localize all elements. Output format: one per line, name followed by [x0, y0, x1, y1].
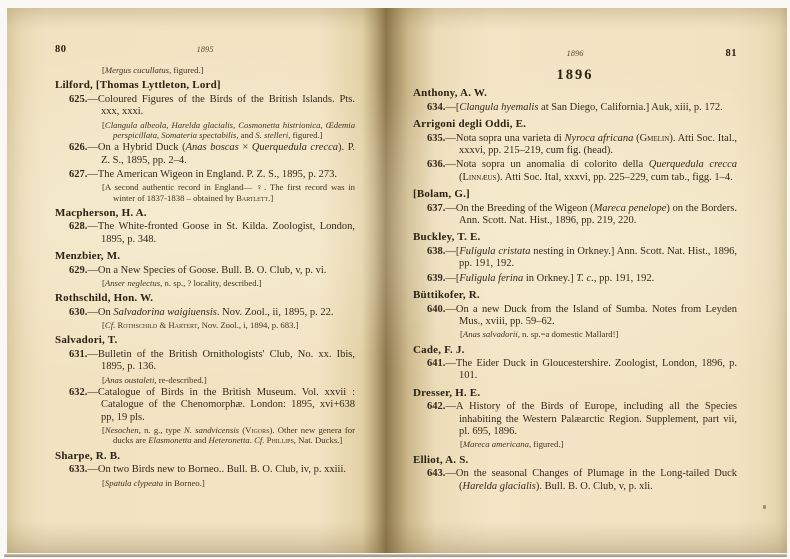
text-segment: .]	[268, 192, 274, 203]
text-segment: [	[102, 320, 105, 331]
text-segment: , pp. 191, 192.	[593, 272, 655, 284]
text-segment: Cf.	[254, 435, 265, 446]
text-segment: , re-described.]	[154, 374, 207, 385]
book-bottom-edge	[4, 554, 787, 557]
text-segment: Mareca penelope	[593, 202, 667, 214]
entry-note	[55, 425, 355, 446]
text-segment: Elasmonetta	[148, 435, 192, 446]
entry-number: 629.	[69, 264, 88, 276]
left-running-head: 1895	[196, 44, 214, 54]
text-segment: [	[460, 439, 463, 450]
entry-633	[55, 464, 355, 476]
text-segment: , n. sp.=a domestic Mallard!]	[517, 329, 619, 340]
text-segment: —The White-fronted Goose in St. Kilda. Zoologist, London, 1895, p. 348.	[87, 221, 355, 245]
text-segment: Anas salvadorii	[462, 329, 518, 340]
entry-note	[55, 375, 355, 385]
text-segment: Clangula albeola	[104, 119, 167, 130]
text-segment: Gmelin	[639, 132, 670, 144]
entry-637	[413, 203, 737, 228]
author-heading: Arrigoni degli Oddi, E.	[413, 118, 527, 131]
text-segment: in Orkney.]	[523, 272, 577, 284]
text-segment: Nesochen	[104, 425, 139, 436]
text-segment: ,	[156, 129, 162, 140]
author-heading: Anthony, A. W.	[413, 87, 488, 100]
entry-628	[55, 221, 355, 246]
text-segment: in Borneo.]	[163, 477, 205, 488]
right-page-number: 81	[725, 48, 737, 59]
author-heading: Dresser, H. E.	[413, 386, 481, 399]
text-segment: S. stelleri	[255, 129, 289, 140]
text-segment: —A History of the Birds of Europe, including all the Species inhabiting the Western Palæarctic Region. Supplement, part vii, pl. 695, 1896.	[445, 401, 737, 438]
text-segment: [	[102, 119, 105, 130]
text-segment: at San Diego, California.] Auk, xiii, p. 172.	[538, 101, 723, 113]
text-segment: —On a Hybrid Duck (	[87, 142, 186, 154]
text-segment: [	[102, 425, 105, 436]
entry-629	[55, 265, 355, 277]
entry-number: 643.	[427, 468, 446, 480]
entry-631	[55, 349, 355, 374]
text-segment: (	[239, 425, 246, 436]
author-heading: Macpherson, H. A.	[55, 206, 147, 219]
text-segment: , Nov. Zool., i, 1894, p. 683.]	[197, 320, 299, 331]
entry-number: 638.	[427, 245, 446, 257]
text-segment: —The American Wigeon in England. P. Z. S., 1895, p. 273.	[87, 168, 337, 180]
text-segment: , figured.]	[528, 439, 564, 450]
entry-note	[55, 120, 355, 141]
left-page-content	[55, 44, 355, 488]
text-segment: Harelda glacialis	[462, 480, 536, 492]
entry-number: 641.	[427, 358, 446, 370]
text-segment: Mergus cucullatus	[104, 65, 170, 75]
text-segment: Mareca americana	[462, 439, 529, 450]
text-segment: and	[191, 435, 209, 446]
text-segment: Anser neglectus	[104, 277, 161, 288]
entry-634	[413, 102, 737, 114]
right-page	[379, 8, 787, 553]
text-segment: Linnæus	[462, 171, 497, 183]
text-segment: —Nota sopra una varieta di	[445, 132, 565, 144]
text-segment: Harelda glacialis	[171, 119, 234, 130]
text-segment: —On	[87, 306, 114, 318]
text-segment: Clangula hyemalis	[459, 101, 539, 113]
text-segment: ). Atti Soc. Ital, xxxvi, pp. 225–229, cum tab., figg. 1–4.	[496, 171, 733, 183]
entry-note	[55, 65, 355, 75]
author-heading: [Bolam, G.]	[413, 188, 470, 201]
text-segment: ,	[320, 119, 326, 130]
entry-625	[55, 94, 355, 119]
text-segment: ×	[238, 142, 252, 154]
entry-641	[413, 358, 737, 383]
text-segment: —On two Birds new to Borneo.. Bull. B. O. Club, iv, p. xxiii.	[87, 464, 346, 476]
author-heading: Salvadori, T.	[55, 334, 118, 347]
text-segment: ,	[233, 119, 239, 130]
entry-632	[55, 387, 355, 424]
text-segment: [	[102, 477, 105, 488]
text-segment: —[	[445, 272, 460, 284]
entry-number: 640.	[427, 303, 446, 315]
text-segment: [	[102, 65, 105, 75]
text-segment: Œdemia perspicillata	[113, 119, 356, 140]
text-segment: [A second authentic record in England— ♀. The first record was in winter of 1837-1838 – obtained by	[102, 182, 355, 203]
text-segment: Cf.	[104, 320, 116, 331]
text-segment: T. c.	[576, 272, 594, 284]
text-segment: ). Atti Soc. Ital., xxxvi, pp. 215–219, cum fig. (head).	[459, 132, 737, 157]
entry-number: 639.	[427, 272, 446, 284]
text-segment: . Nov. Zool., ii, 1895, p. 22.	[216, 306, 334, 318]
text-segment: ) on the Borders. Ann. Scott. Nat. Hist., 1896, pp. 219, 220.	[459, 202, 737, 227]
text-segment: —On a New Species of Goose. Bull. B. O. Club, v, p. vi.	[87, 264, 327, 276]
text-segment: N. sandvicensis	[183, 425, 240, 436]
text-segment: , and	[236, 129, 256, 140]
text-segment: Somateria spectabilis	[161, 129, 237, 140]
left-page-number: 80	[55, 44, 67, 55]
paper-speck	[763, 505, 766, 509]
text-segment: , figured.]	[288, 129, 323, 140]
text-segment: ). Bull. B. O. Club, v, p. xli.	[535, 480, 653, 492]
right-page-head	[413, 48, 737, 59]
text-segment: [	[102, 277, 105, 288]
entry-note	[413, 329, 737, 339]
text-segment: —Coloured Figures of the Birds of the British Islands. Pts. xxx, xxxi.	[87, 93, 355, 118]
author-heading: Elliot, A. S.	[413, 453, 469, 466]
entry-number: 627.	[69, 168, 88, 180]
left-page-body	[55, 65, 355, 488]
text-segment: Phillips	[266, 435, 294, 446]
right-page-body	[413, 69, 737, 493]
left-page	[7, 8, 379, 553]
entry-number: 635.	[427, 132, 446, 144]
text-segment: &	[157, 320, 169, 331]
author-heading: Menzbier, M.	[55, 250, 121, 263]
text-segment: ). Other new genera for ducks are	[113, 425, 355, 446]
text-segment: ). P. Z. S., 1895, pp. 2–4.	[101, 142, 356, 166]
text-segment: nesting in Orkney.] Ann. Scott. Nat. Hist., 1896, pp. 191, 192.	[459, 245, 737, 270]
text-segment: Rothschild	[117, 320, 158, 331]
text-segment: Hartert	[168, 320, 198, 331]
text-segment: —[	[445, 245, 460, 257]
text-segment: , Nat. Ducks.]	[293, 435, 343, 446]
text-segment: —On a new Duck from the Island of Sumba. Notes from Leyden Mus., xviii, pp. 59–62.	[445, 303, 737, 327]
entry-number: 631.	[69, 348, 88, 360]
text-segment: Anas boscas	[185, 142, 239, 154]
author-heading: Cade, F. J.	[413, 343, 465, 356]
entry-note	[55, 478, 355, 488]
entry-640	[413, 304, 737, 329]
entry-number: 636.	[427, 159, 446, 171]
text-segment: .	[249, 435, 255, 446]
entry-627	[55, 169, 355, 181]
entry-note	[55, 320, 355, 330]
entry-number: 633.	[69, 464, 88, 476]
text-segment: —On the Breeding of the Wigeon (	[445, 202, 594, 214]
text-segment: Vigors	[245, 425, 270, 436]
author-heading: Sharpe, R. B.	[55, 449, 121, 462]
entry-626	[55, 142, 355, 167]
text-segment: —Catalogue of Birds in the British Museum. Vol. xxvii : Catalogue of the Chenomorphæ. London: 1895, xvi+638 pp, 19 pls.	[87, 386, 355, 423]
author-heading: Büttikofer, R.	[413, 289, 480, 302]
author-heading: Lilford, [Thomas Lyttleton, Lord]	[55, 79, 221, 92]
entry-636	[413, 159, 737, 184]
entry-number: 632.	[69, 386, 88, 398]
entry-630	[55, 307, 355, 319]
text-segment: [	[102, 374, 105, 385]
text-segment: Cosmonetta histrionica	[238, 119, 321, 130]
text-segment: Bartlett	[236, 192, 269, 203]
text-segment: —The Eider Duck in Gloucestershire. Zoologist, London, 1896, p. 101.	[445, 358, 737, 382]
text-segment: (	[459, 171, 463, 183]
entry-note	[413, 439, 737, 449]
text-segment: [	[460, 329, 463, 340]
entry-number: 628.	[69, 221, 88, 233]
entry-639	[413, 273, 737, 285]
entry-638	[413, 246, 737, 271]
right-running-head: 1896	[566, 48, 584, 58]
text-segment: —Bulletin of the British Ornithologists' Club, No. xx. Ibis, 1895, p. 136.	[87, 348, 355, 373]
entry-number: 630.	[69, 306, 88, 318]
entry-note	[55, 278, 355, 288]
text-segment: Heteronetta	[208, 435, 250, 446]
text-segment: , n. sp., ? locality, described.]	[160, 277, 262, 288]
text-segment: Nyroca africana	[564, 132, 634, 144]
text-segment: Querquedula crecca	[648, 159, 737, 171]
text-segment: (	[633, 132, 640, 144]
author-heading: Rothschild, Hon. W.	[55, 292, 154, 305]
entry-note	[55, 182, 355, 203]
book-spread	[7, 8, 787, 553]
entry-number: 634.	[427, 101, 446, 113]
text-segment: —On the seasonal Changes of Plumage in the Long-tailed Duck (	[445, 468, 737, 492]
entry-number: 625.	[69, 93, 88, 105]
author-heading: Buckley, T. E.	[413, 231, 481, 244]
text-segment: Fuligula ferina	[459, 272, 524, 284]
entry-number: 637.	[427, 202, 446, 214]
text-segment: —Nota sopra un anomalia di colorito della	[445, 159, 649, 171]
text-segment: , figured.]	[169, 65, 204, 75]
entry-635	[413, 133, 737, 158]
entry-number: 642.	[427, 401, 446, 413]
left-page-head	[55, 44, 355, 55]
year-section-heading: 1896	[556, 67, 594, 83]
text-segment: Salvadorina waigiuensis	[113, 306, 217, 318]
right-page-content	[413, 48, 737, 493]
entry-642	[413, 401, 737, 438]
entry-number: 626.	[69, 142, 88, 154]
entry-643	[413, 468, 737, 493]
text-segment: Querquedula crecca	[251, 142, 339, 154]
text-segment: Spatula clypeata	[104, 477, 164, 488]
text-segment: Fuligula cristata	[459, 245, 531, 257]
text-segment: —[	[445, 101, 460, 113]
text-segment: Anas oustaleti	[104, 374, 155, 385]
text-segment: ,	[166, 119, 172, 130]
text-segment: , n. g., type	[138, 425, 184, 436]
